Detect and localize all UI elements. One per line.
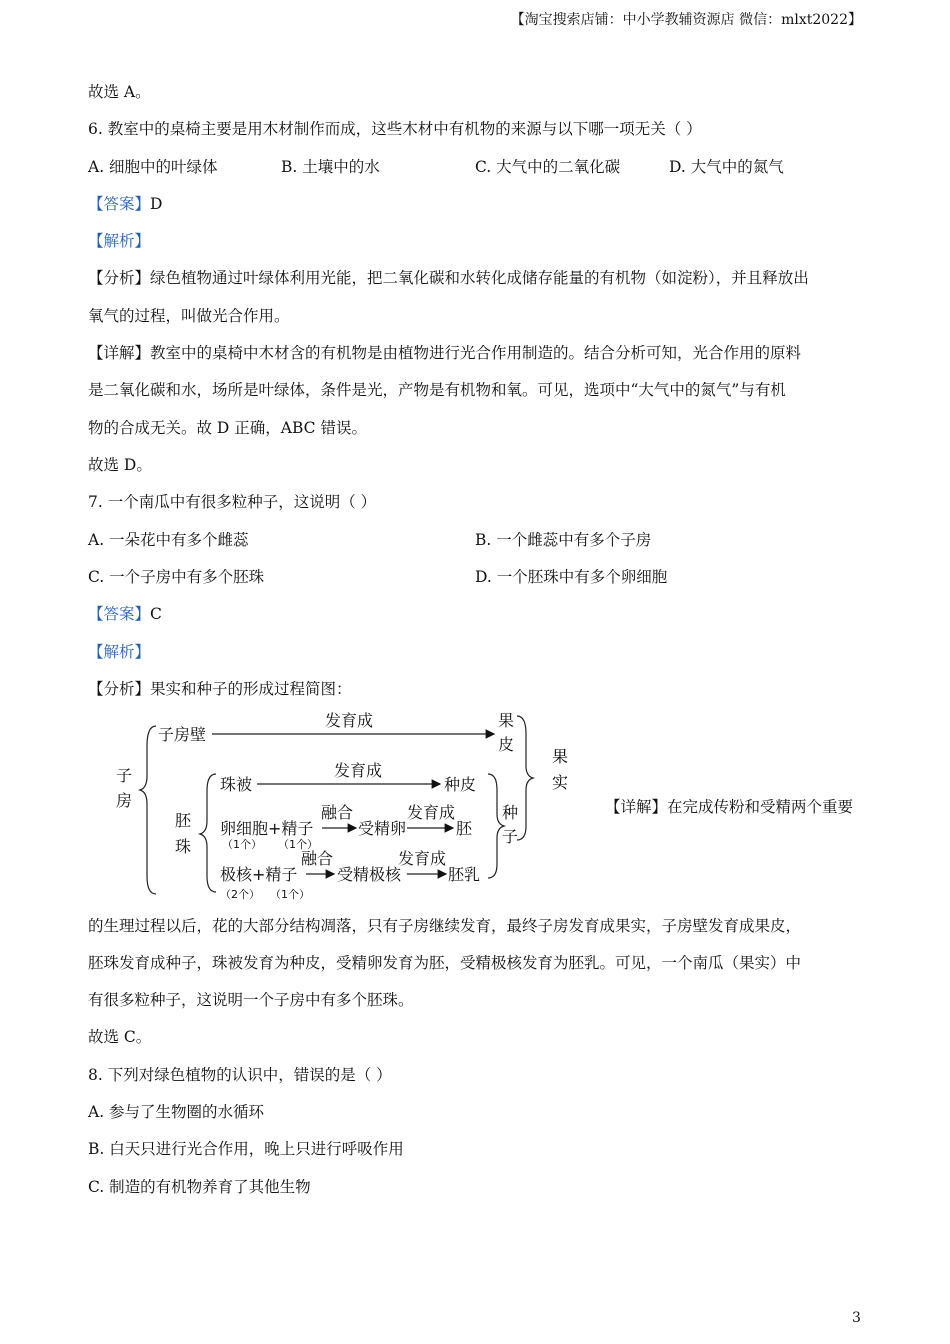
q6-option-b: B. 土壤中的水: [281, 158, 380, 176]
diagram-develop-1: 发育成: [325, 711, 374, 730]
diagram-integument: 珠被: [220, 775, 253, 794]
q6-stem: 6. 教室中的桌椅主要是用木材制作而成，这些木材中有机物的来源与以下哪一项无关（ ）: [88, 120, 702, 138]
q8-option-a: A. 参与了生物圈的水循环: [88, 1103, 265, 1121]
q7-option-a: A. 一朵花中有多个雌蕊: [88, 531, 249, 549]
diagram-develop-2: 发育成: [334, 761, 383, 780]
q5-choice: 故选 A。: [88, 83, 151, 101]
q6-analysis-tag: 【解析】: [88, 232, 151, 250]
diagram-develop-3: 发育成: [407, 803, 456, 822]
diagram-pericarp-1: 果: [498, 711, 515, 730]
diagram-fert-polar: 受精极核: [337, 865, 402, 884]
diagram-count-polar: （2个）: [220, 888, 260, 901]
diagram-fruit-label: [548, 740, 578, 800]
q7-option-b: B. 一个雌蕊中有多个子房: [475, 531, 652, 549]
diagram-fuse-1: 融合: [321, 803, 354, 822]
diagram-polar-sperm: 极核+精子: [220, 865, 298, 884]
q6-choice: 故选 D。: [88, 456, 152, 474]
fruit-seed-formation-diagram: [110, 706, 519, 906]
q7-answer: C: [150, 605, 162, 623]
q6-option-a: A. 细胞中的叶绿体: [88, 158, 218, 176]
q6-xiangjie-tag: 【详解】: [88, 344, 151, 362]
q8-option-c: C. 制造的有机物养育了其他生物: [88, 1178, 311, 1196]
ovule-brace: [200, 774, 216, 892]
diagram-seed-1: 种: [502, 803, 519, 822]
q6-answer-tag: 【答案】: [88, 195, 151, 213]
q7-analysis-tag: 【解析】: [88, 643, 151, 661]
diagram-ovule-1: 胚: [175, 811, 192, 830]
diagram-embryo: 胚: [456, 819, 473, 838]
diagram-develop-4: 发育成: [398, 849, 447, 868]
q7-xiangjie-text0: 在完成传粉和受精两个重要: [667, 798, 854, 816]
q8-stem: 8. 下列对绿色植物的认识中，错误的是（ ）: [88, 1066, 392, 1084]
q7-fenxi-text: 果实和种子的形成过程简图：: [150, 680, 352, 698]
diagram-count-sperm-b: （1个）: [270, 888, 310, 901]
q6-option-c: C. 大气中的二氧化碳: [475, 158, 621, 176]
q6-answer: D: [150, 195, 163, 213]
q7-xiangjie-l3: 有很多粒种子，这说明一个子房中有多个胚珠。: [88, 991, 414, 1009]
q6-xiangjie-l1: [88, 343, 801, 363]
fruit-brace: [517, 716, 533, 840]
q7-xiangjie-l1: 的生理过程以后，花的大部分结构凋落，只有子房继续发育，最终子房发育成果实，子房壁发育成果皮，: [88, 917, 802, 935]
q6-fenxi-l2: 氧气的过程，叫做光合作用。: [88, 307, 290, 325]
q6-fenxi-l1: [88, 268, 809, 288]
q7-option-c: C. 一个子房中有多个胚珠: [88, 568, 265, 586]
diagram-endosperm: 胚乳: [448, 865, 481, 884]
diagram-seed-coat: 种皮: [444, 775, 477, 794]
seed-brace: [488, 774, 504, 878]
page-header: 【淘宝搜索店铺：中小学教辅资源店 微信：mlxt2022】: [510, 12, 862, 28]
q7-xiangjie-l0: [605, 797, 853, 817]
diagram-fuse-2: 融合: [301, 849, 334, 868]
q7-answer-tag: 【答案】: [88, 605, 151, 623]
q6-xiangjie-l2: 是二氧化碳和水，场所是叶绿体，条件是光，产物是有机物和氧。可见，选项中“大气中的氮气”与有机: [88, 381, 786, 399]
q7-fenxi-tag: 【分析】: [88, 680, 151, 698]
diagram-ovary-1: 子: [116, 766, 133, 785]
diagram-fruit-1: 果: [552, 747, 569, 766]
diagram-zygote: 受精卵: [358, 819, 407, 838]
q7-xiangjie-l2: 胚珠发育成种子，珠被发育为种皮，受精卵发育为胚，受精极核发育为胚乳。可见，一个南瓜（果实）中: [88, 954, 802, 972]
diagram-fruit-2: 实: [552, 773, 569, 792]
q8-option-b: B. 白天只进行光合作用，晚上只进行呼吸作用: [88, 1140, 404, 1158]
q6-fenxi-tag: 【分析】: [88, 269, 151, 287]
diagram-ovule-2: 珠: [175, 837, 192, 856]
diagram-count-egg: （1个）: [222, 838, 262, 851]
q7-xiangjie-tag: 【详解】: [605, 798, 668, 816]
q6-answer-line: [88, 194, 162, 214]
q6-xiangjie-l3: 物的合成无关。故 D 正确，ABC 错误。: [88, 419, 367, 437]
q7-stem: 7. 一个南瓜中有很多粒种子，这说明（ ）: [88, 493, 377, 511]
ovary-brace: [140, 726, 156, 894]
q6-xiangjie-text: 教室中的桌椅中木材含的有机物是由植物进行光合作用制造的。结合分析可知，光合作用的原料: [150, 344, 802, 362]
q7-answer-line: [88, 604, 162, 624]
diagram-ovary-wall: 子房壁: [158, 725, 207, 744]
q7-choice: 故选 C。: [88, 1028, 152, 1046]
diagram-pericarp-2: 皮: [498, 735, 515, 754]
diagram-seed-2: 子: [502, 827, 519, 846]
q7-option-d: D. 一个胚珠中有多个卵细胞: [475, 568, 668, 586]
q6-fenxi-text: 绿色植物通过叶绿体利用光能，把二氧化碳和水转化成储存能量的有机物（如淀粉），并且释放出: [150, 269, 809, 287]
diagram-count-sperm-a: （1个）: [278, 838, 318, 851]
diagram-ovary-2: 房: [116, 791, 133, 810]
page-number: 3: [852, 1310, 861, 1326]
q7-fenxi-line: [88, 679, 352, 699]
q6-option-d: D. 大气中的氮气: [669, 158, 784, 176]
diagram-egg-sperm: 卵细胞+精子: [220, 819, 314, 838]
